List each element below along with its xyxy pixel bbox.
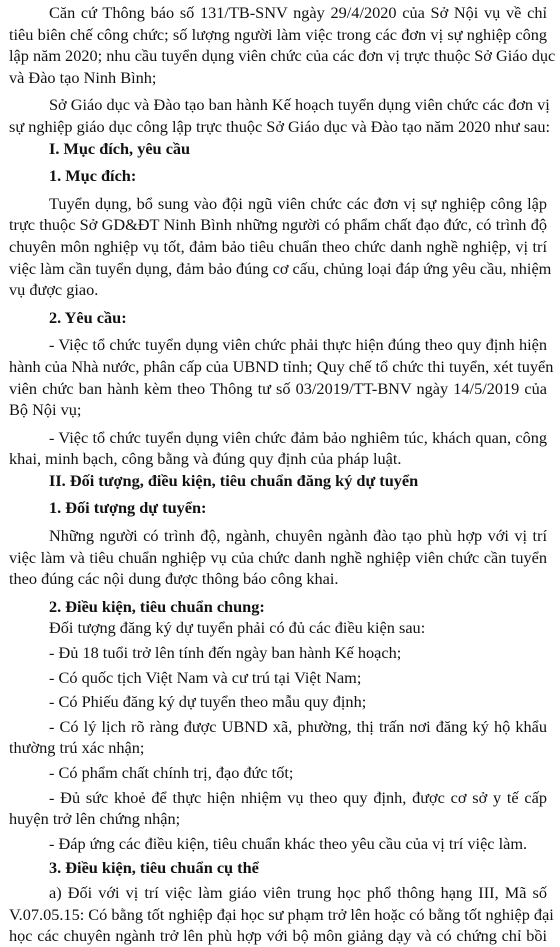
text-line bbox=[49, 762, 547, 784]
text-line bbox=[9, 67, 547, 89]
line-text: - Có quốc tịch Việt Nam và cư trú tại Việt Nam; bbox=[49, 667, 362, 687]
text-line bbox=[49, 882, 547, 904]
line-text: và Đào tạo Ninh Bình; bbox=[9, 67, 157, 87]
text-line bbox=[9, 378, 547, 400]
line-text: Đối tượng đăng ký dự tuyển phải có đủ các điều kiện sau: bbox=[49, 618, 426, 638]
text-line bbox=[9, 399, 547, 421]
line-text: lập năm 2020; nhu cầu tuyển dụng viên chức của các đơn vị trực thuộc Sở Giáo dục bbox=[9, 46, 556, 66]
section-heading bbox=[49, 596, 547, 618]
line-text: Sở Giáo dục và Đào tạo ban hành Kế hoạch tuyển dụng viên chức các đơn vị bbox=[49, 95, 550, 115]
text-line bbox=[49, 193, 547, 215]
line-text: vụ được giao. bbox=[9, 280, 99, 300]
text-line bbox=[9, 568, 547, 590]
line-text: theo đúng các nội dung được thông báo công khai. bbox=[9, 569, 339, 589]
text-line bbox=[9, 904, 554, 926]
text-line bbox=[49, 334, 547, 356]
line-text: II. Đối tượng, điều kiện, tiêu chuẩn đăng ký dự tuyển bbox=[49, 470, 419, 490]
text-line bbox=[49, 2, 547, 24]
line-text: học các chuyên ngành trở lên phù hợp với bộ môn giảng dạy và có chứng chỉ bồi bbox=[9, 926, 547, 946]
line-text: Căn cứ Thông báo số 131/TB-SNV ngày 29/4/2020 của Sở Nội vụ về chỉ bbox=[49, 3, 547, 22]
section-heading bbox=[49, 165, 547, 187]
text-line bbox=[49, 617, 547, 639]
line-text: V.07.05.15: Có bằng tốt nghiệp đại học sư phạm trở lên hoặc có bằng tốt nghiệp đại bbox=[9, 904, 554, 924]
line-text: - Có Phiếu đăng ký dự tuyển theo mẫu quy định; bbox=[49, 692, 367, 712]
section-heading bbox=[49, 470, 547, 492]
text-line bbox=[9, 116, 551, 138]
text-line bbox=[9, 279, 547, 301]
line-text: trực thuộc Sở GD&ĐT Ninh Bình những người có phẩm chất đạo đức, có trình độ bbox=[9, 215, 547, 235]
section-heading bbox=[49, 497, 547, 519]
text-line bbox=[9, 45, 556, 67]
text-line bbox=[9, 356, 554, 378]
line-text: khai, minh bạch, công bằng và đúng quy định của pháp luật. bbox=[9, 449, 402, 469]
line-text: 1. Đối tượng dự tuyển: bbox=[49, 498, 207, 518]
line-text: 1. Mục đích: bbox=[49, 166, 137, 186]
section-heading bbox=[49, 138, 547, 160]
text-line bbox=[49, 716, 547, 738]
text-line bbox=[49, 642, 547, 664]
text-line bbox=[9, 808, 547, 830]
line-text: - Đủ 18 tuổi trở lên tính đến ngày ban hành Kế hoạch; bbox=[49, 643, 402, 663]
line-text: a) Đối với vị trí việc làm giáo viên trung học phổ thông hạng III, Mã số bbox=[49, 882, 547, 902]
text-line bbox=[49, 691, 547, 713]
line-text: thường trú xác nhận; bbox=[9, 738, 145, 758]
line-text: chuyên môn nghiệp vụ tốt, đảm bảo tiêu chuẩn theo chức danh nghề nghiệp, vị trí bbox=[9, 236, 547, 256]
text-line bbox=[9, 547, 547, 569]
text-line bbox=[9, 24, 547, 46]
line-text: Những người có trình độ, ngành, chuyên ngành đào tạo phù hợp với vị trí bbox=[49, 526, 547, 546]
line-text: huyện trở lên chứng nhận; bbox=[9, 809, 181, 829]
text-line bbox=[9, 214, 547, 236]
line-text: việc làm cần tuyển dụng, đảm bảo đúng cơ cấu, chủng loại đáp ứng yêu cầu, nhiệm bbox=[9, 258, 552, 278]
text-line bbox=[9, 925, 547, 947]
line-text: viên chức ban hành kèm theo Thông tư số 03/2019/TT-BNV ngày 14/5/2019 của bbox=[9, 378, 547, 398]
text-line bbox=[49, 833, 547, 855]
line-text: Tuyển dụng, bổ sung vào đội ngũ viên chức các đơn vị sự nghiệp công lập bbox=[49, 193, 547, 213]
text-line bbox=[9, 258, 552, 280]
section-heading bbox=[49, 307, 547, 329]
line-text: - Có phẩm chất chính trị, đạo đức tốt; bbox=[49, 763, 294, 782]
section-heading bbox=[49, 857, 547, 879]
line-text: sự nghiệp giáo dục công lập trực thuộc Sở Giáo dục và Đào tạo năm 2020 như sau: bbox=[9, 116, 551, 136]
text-line bbox=[49, 667, 547, 689]
line-text: - Đáp ứng các điều kiện, tiêu chuẩn khác theo yêu cầu của vị trí việc làm. bbox=[49, 833, 528, 853]
line-text: hành của Nhà nước, phân cấp của UBND tỉnh; Quy chế tổ chức thi tuyển, xét tuyển bbox=[9, 356, 554, 376]
line-text: - Có lý lịch rõ ràng được UBND xã, phường, thị trấn nơi đăng ký hộ khẩu bbox=[49, 716, 547, 736]
text-line bbox=[49, 94, 550, 116]
line-text: việc làm và tiêu chuẩn nghiệp vụ của chức danh nghề nghiệp viên chức cần tuyển bbox=[9, 547, 547, 567]
text-line bbox=[9, 448, 547, 470]
line-text: 3. Điều kiện, tiêu chuẩn cụ thể bbox=[49, 858, 259, 878]
text-line bbox=[49, 787, 547, 809]
line-text: - Đủ sức khoẻ để thực hiện nhiệm vụ theo quy định, được cơ sở y tế cấp bbox=[49, 787, 547, 807]
line-text: - Việc tổ chức tuyển dụng viên chức đảm bảo nghiêm túc, khách quan, công bbox=[49, 427, 547, 447]
line-text: I. Mục đích, yêu cầu bbox=[49, 138, 191, 158]
text-line bbox=[49, 427, 547, 449]
line-text: Bộ Nội vụ; bbox=[9, 400, 82, 420]
line-text: 2. Điều kiện, tiêu chuẩn chung: bbox=[49, 596, 265, 616]
text-line bbox=[49, 525, 547, 547]
text-line bbox=[9, 737, 547, 759]
text-line bbox=[9, 236, 547, 258]
line-text: - Việc tổ chức tuyển dụng viên chức phải thực hiện đúng theo quy định hiện bbox=[49, 335, 547, 355]
line-text: 2. Yêu cầu: bbox=[49, 307, 127, 327]
line-text: tiêu biên chế công chức; số lượng người làm việc trong các đơn vị sự nghiệp công bbox=[9, 24, 547, 44]
